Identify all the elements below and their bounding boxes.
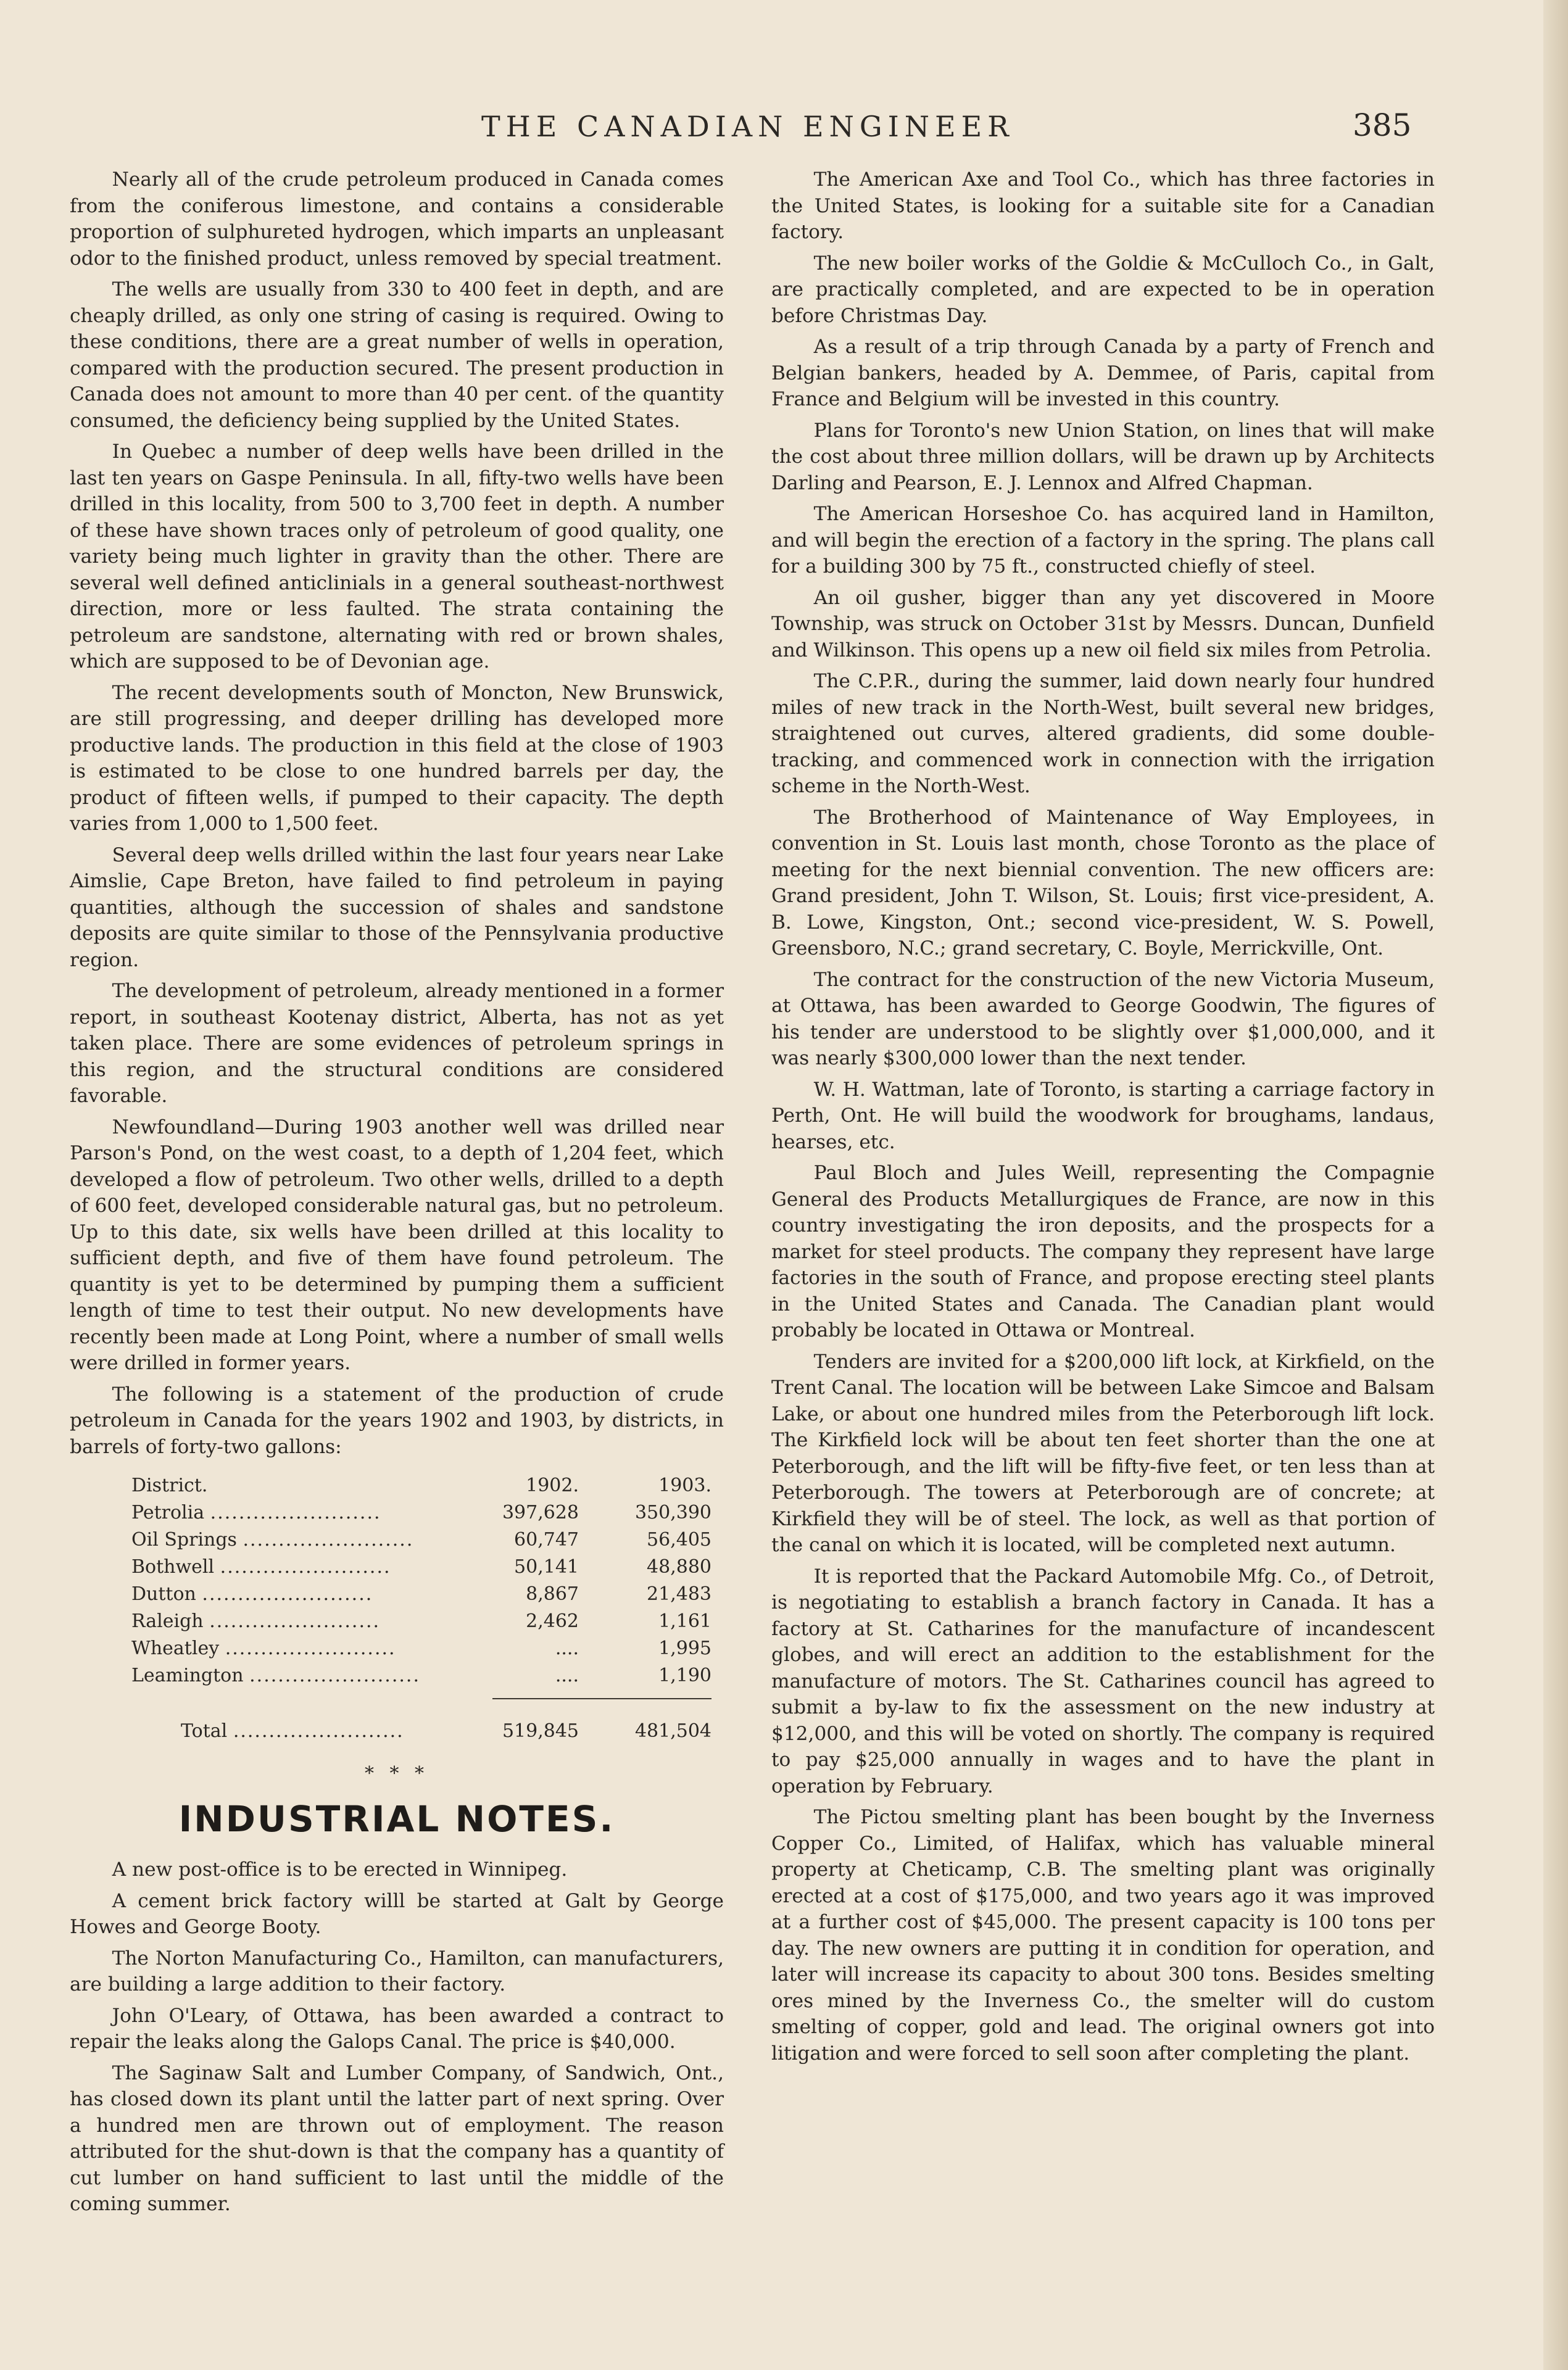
paragraph: The following is a statement of the production of crude petroleum in Canada for the years 1902 and 1903, by districts, in barrels of forty-two gallons: — [70, 1383, 724, 1458]
note-paragraph: An oil gusher, bigger than any yet discovered in Moore Township, was struck on October 31st by Messrs. Duncan, Dunfield and Wilkinson. This opens up a new oil field six miles from Petrolia. — [771, 586, 1435, 661]
note-paragraph: The Pictou smelting plant has been bought by the Inverness Copper Co., Limited, of Halifax, which has valuable mineral property at Cheticamp, C.B. The smelting plant was originally erected at a cost of $175,000, and two years ago it was improved at a further cost of $45,000. The present capacity is 100 tons per day. The new owners are putting it in condition for operation, and later will increase its capacity to about 300 tons. Besides smelting ores mined by the Inverness Co., the smelter will do custom smelting of copper, gold and lead. The original owners got into litigation and were forced to sell soon after completing the plant. — [771, 1806, 1435, 2065]
value-1902: .... — [555, 1665, 579, 1686]
total-label-cell: Total ........................ — [181, 1720, 404, 1742]
total-1902: 519,845 — [502, 1720, 579, 1742]
table-row — [131, 1499, 711, 1527]
note-paragraph: Tenders are invited for a $200,000 lift lock, at Kirkfield, on the Trent Canal. The location will be between Lake Simcoe and Balsam Lake, or about one hundred miles from the Peterborough lift lock. The Kirkfield lock will be about ten feet shorter than the one at Peterborough, and the lift will be fifty-five feet, or ten less than at Peterborough. The towers at Peterborough are of concrete; at Kirkfield they will be of steel. The lock, as well as that portion of the canal on which it is located, will be completed next autumn. — [771, 1350, 1435, 1556]
header-1903: 1903. — [658, 1475, 711, 1496]
total-1903: 481,504 — [634, 1720, 711, 1742]
note-paragraph: Plans for Toronto's new Union Station, on lines that will make the cost about three million dollars, will be drawn up by Architects Darling and Pearson, E. J. Lennox and Alfred Chapman. — [771, 419, 1435, 494]
note-paragraph: Paul Bloch and Jules Weill, representing the Compagnie General des Products Metallurgiques de France, are now in this country investigating the iron deposits, and the prospects for a market for steel products. The company they represent have large factories in the south of France, and propose erecting steel plants in the United States and Canada. The Canadian plant would probably be located in Ottawa or Montreal. — [771, 1162, 1435, 1341]
section-heading: INDUSTRIAL NOTES. — [178, 1797, 615, 1840]
note-paragraph: The Norton Manufacturing Co., Hamilton, can manufacturers, are building a large addition to their factory. — [70, 1947, 724, 1995]
note-paragraph: John O'Leary, of Ottawa, has been awarded a contract to repair the leaks along the Galops Canal. The price is $40,000. — [70, 2004, 724, 2053]
district-cell: Dutton ........................ — [131, 1583, 373, 1605]
note-paragraph: The Saginaw Salt and Lumber Company, of Sandwich, Ont., has closed down its plant until the latter part of next spring. Over a hundred men are thrown out of employment. The reason attributed for the shut-down is that the company has a quantity of cut lumber on hand sufficient to last until the middle of the coming summer. — [70, 2061, 724, 2215]
note-paragraph: W. H. Wattman, late of Toronto, is starting a carriage factory in Perth, Ont. He will build the woodwork for broughams, landaus, hearses, etc. — [771, 1078, 1435, 1153]
leader-dots: ........................ — [243, 1529, 414, 1551]
leader-dots: ........................ — [233, 1720, 404, 1742]
district-cell: Leamington ........................ — [131, 1665, 420, 1686]
table-total-row — [131, 1699, 711, 1745]
district-cell: Bothwell ........................ — [131, 1556, 391, 1578]
value-1903: 56,405 — [647, 1529, 711, 1551]
production-table — [131, 1472, 711, 1745]
page-edge-shadow — [1543, 0, 1568, 2370]
note-paragraph: As a result of a trip through Canada by a party of French and Belgian bankers, headed by A. Demmee, of Paris, capital from France and Belgium will be invested in this country. — [771, 336, 1435, 410]
note-paragraph: A new post-office is to be erected in Winnipeg. — [112, 1858, 568, 1881]
table-rule — [131, 1689, 711, 1699]
page-number: 385 — [1353, 107, 1412, 143]
journal-title: THE CANADIAN ENGINEER — [481, 110, 1014, 143]
district-cell: Wheatley ........................ — [131, 1638, 396, 1659]
value-1902: 50,141 — [514, 1556, 579, 1578]
table-row — [131, 1554, 711, 1581]
value-1903: 1,161 — [658, 1610, 711, 1632]
table-row — [131, 1581, 711, 1608]
paragraph: The development of petroleum, already mentioned in a former report, in southeast Kootenay district, Alberta, has not as yet taken place. There are some evidences of petroleum springs in this region, and the structural conditions are considered favorable. — [70, 980, 724, 1107]
table-header-row — [131, 1472, 711, 1499]
note-paragraph: The American Horseshoe Co. has acquired land in Hamilton, and will begin the erection of a factory in the spring. The plans call for a building 300 by 75 ft., constructed chiefly of steel. — [771, 503, 1435, 578]
note-paragraph: The American Axe and Tool Co., which has three factories in the United States, is looking for a suitable site for a Canadian factory. — [771, 168, 1435, 243]
district-cell: Petrolia ........................ — [131, 1502, 381, 1523]
table-row — [131, 1662, 711, 1689]
value-1903: 1,995 — [658, 1638, 711, 1659]
value-1903: 350,390 — [634, 1502, 711, 1523]
paragraph: Several deep wells drilled within the last four years near Lake Aimslie, Cape Breton, have failed to find petroleum in paying quantities, although the succession of shales and sandstone deposits are quite similar to those of the Pennsylvania productive region. — [70, 843, 724, 971]
value-1902: 8,867 — [526, 1583, 579, 1605]
section-separator: * * * — [364, 1763, 429, 1784]
table-row — [131, 1608, 711, 1635]
left-column — [70, 167, 724, 2218]
value-1902: .... — [555, 1638, 579, 1659]
note-paragraph: The new boiler works of the Goldie & McCulloch Co., in Galt, are practically completed, and are expected to be in operation before Christmas Day. — [771, 252, 1435, 327]
note-paragraph: It is reported that the Packard Automobile Mfg. Co., of Detroit, is negotiating to establish a branch factory in Canada. It has a factory at St. Catharines for the manufacture of incandescent globes, and will erect an addition to the establishment for the manufacture of motors. The St. Catharines council has agreed to submit a by-law to fix the assessment on the new industry at $12,000, and this will be voted on shortly. The company is required to pay $25,000 annually in wages and to have the plant in operation by February. — [771, 1565, 1435, 1797]
note-paragraph: The C.P.R., during the summer, laid down nearly four hundred miles of new track in the North-West, built several new bridges, straightened out curves, altered gradients, did some double-tracking, and commenced work in connection with the irrigation scheme in the North-West. — [771, 670, 1435, 797]
table-row — [131, 1635, 711, 1662]
note-paragraph: A cement brick factory willl be started at Galt by George Howes and George Booty. — [70, 1889, 724, 1938]
header-district: District. — [131, 1475, 208, 1496]
paragraph: The recent developments south of Moncton, New Brunswick, are still progressing, and deeper drilling has developed more productive lands. The production in this field at the close of 1903 is estimated to be close to one hundred barrels per day, the product of fifteen wells, if pumped to their capacity. The depth varies from 1,000 to 1,500 feet. — [70, 681, 724, 835]
note-paragraph: The contract for the construction of the new Victoria Museum, at Ottawa, has been awarded to George Goodwin, The figures of his tender are understood to be slightly over $1,000,000, and it was nearly $300,000 lower than the next tender. — [771, 968, 1435, 1069]
paragraph: In Quebec a number of deep wells have been drilled in the last ten years on Gaspe Peninsula. In all, fifty-two wells have been drilled in this locality, from 500 to 3,700 feet in depth. A number of these have shown traces only of petroleum of good quality, one variety being much lighter in gravity than the other. There are several well defined anticlinials in a general southeast-northwest direction, more or less faulted. The strata containing the petroleum are sandstone, alternating with red or brown shales, which are supposed to be of Devonian age. — [70, 441, 724, 673]
value-1902: 397,628 — [502, 1502, 579, 1523]
paragraph: The wells are usually from 330 to 400 feet in depth, and are cheaply drilled, as only one string of casing is required. Owing to these conditions, there are a great number of wells in operation, compared with the production secured. The present production in Canada does not amount to more than 40 per cent. of the quantity consumed, the deficiency being supplied by the United States. — [70, 278, 724, 432]
leader-dots: ........................ — [202, 1583, 373, 1605]
leader-dots: ........................ — [210, 1502, 381, 1523]
value-1902: 60,747 — [514, 1529, 579, 1551]
leader-dots: ........................ — [225, 1638, 396, 1659]
district-cell: Raleigh ........................ — [131, 1610, 381, 1632]
header-1902: 1902. — [526, 1475, 579, 1496]
leader-dots: ........................ — [220, 1556, 391, 1578]
district-cell: Oil Springs ........................ — [131, 1529, 414, 1551]
paragraph: Newfoundland—During 1903 another well was drilled near Parson's Pond, on the west coast, to a depth of 1,204 feet, which developed a flow of petroleum. Two other wells, drilled to a depth of 600 feet, developed considerable natural gas, but no petroleum. Up to this date, six wells have been drilled at this locality to sufficient depth, and five of them have found petroleum. The quantity is yet to be determined by pumping them a sufficient length of time to test their output. No new developments have recently been made at Long Point, where a number of small wells were drilled in former years. — [70, 1116, 724, 1374]
value-1902: 2,462 — [526, 1610, 579, 1632]
value-1903: 48,880 — [647, 1556, 711, 1578]
table-row — [131, 1527, 711, 1554]
value-1903: 1,190 — [658, 1665, 711, 1686]
right-column — [771, 167, 1435, 2066]
leader-dots: ........................ — [209, 1610, 381, 1632]
leader-dots: ........................ — [249, 1665, 420, 1686]
value-1903: 21,483 — [647, 1583, 711, 1605]
paragraph: Nearly all of the crude petroleum produced in Canada comes from the coniferous limestone, and contains a considerable proportion of sulphureted hydrogen, which imparts an unpleasant odor to the finished product, unless removed by special treatment. — [70, 168, 724, 270]
note-paragraph: The Brotherhood of Maintenance of Way Employees, in convention in St. Louis last month, chose Toronto as the place of meeting for the next biennial convention. The new officers are: Grand president, John T. Wilson, St. Louis; first vice-president, A. B. Lowe, Kingston, Ont.; second vice-president, W. S. Powell, Greensboro, N.C.; grand secretary, C. Boyle, Merrickville, Ont. — [771, 806, 1435, 959]
